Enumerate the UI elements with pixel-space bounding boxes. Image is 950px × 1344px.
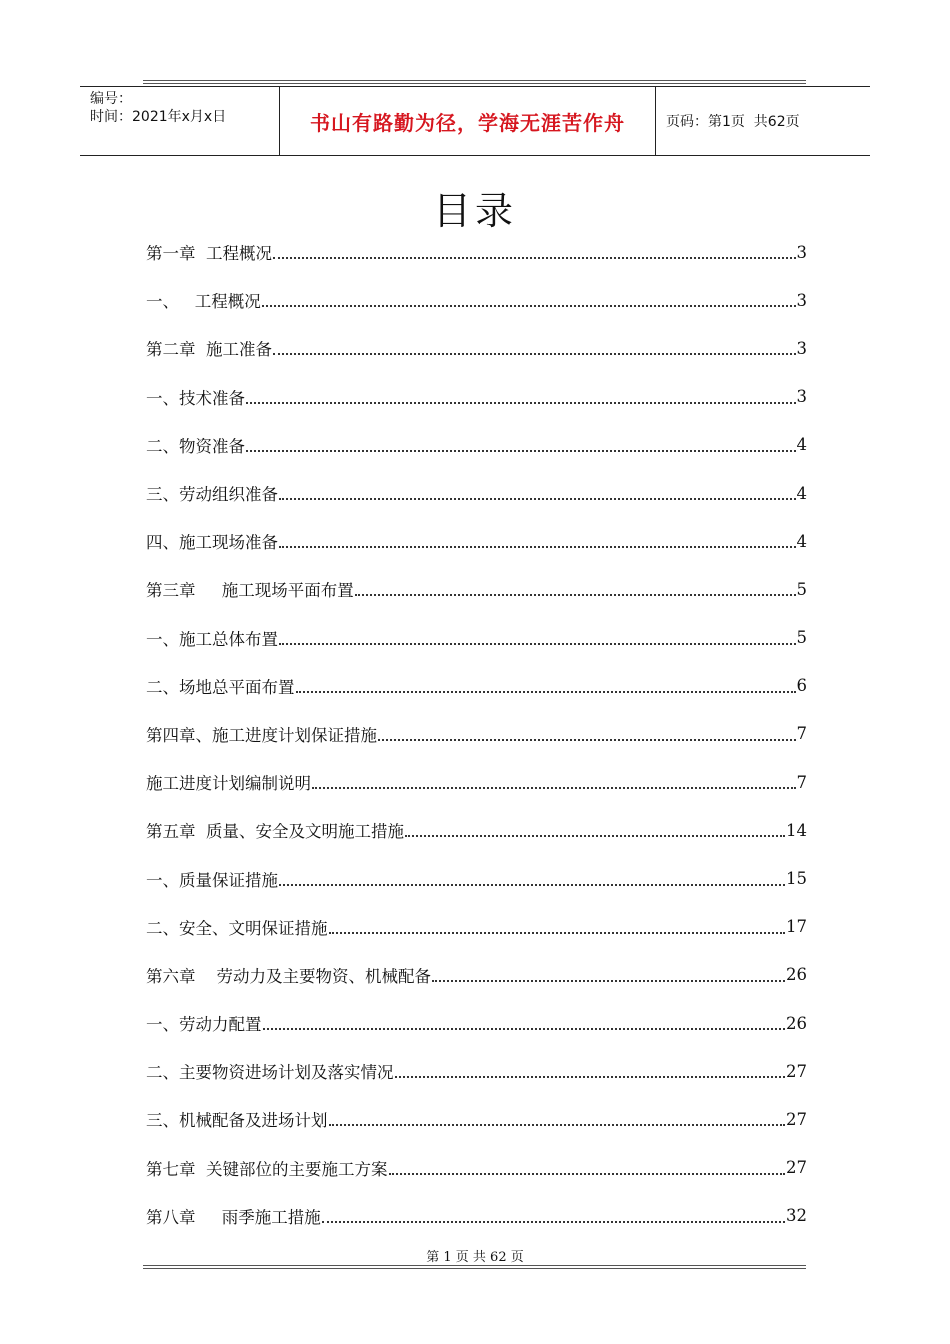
toc-dot-leader: [312, 787, 796, 789]
toc-dot-leader: [355, 594, 796, 596]
toc-entry-label: 第七章 关键部位的主要施工方案: [146, 1159, 388, 1179]
toc-entry-page: 7: [796, 724, 807, 744]
toc-entry[interactable]: [146, 758, 807, 806]
toc-dot-leader: [279, 884, 785, 886]
toc-entry[interactable]: [146, 517, 807, 565]
toc-dot-leader: [246, 402, 796, 404]
toc-entry-label: 一、质量保证措施: [146, 870, 278, 890]
toc-dot-leader: [432, 980, 785, 982]
toc-entry[interactable]: [146, 806, 807, 854]
toc-entry-page: 26: [786, 1013, 807, 1033]
toc-entry-label: 第二章 施工准备: [146, 340, 272, 360]
toc-entry[interactable]: [146, 276, 807, 324]
toc-dot-leader: [329, 932, 786, 934]
toc-entry[interactable]: [146, 373, 807, 421]
header-top-rule: [143, 80, 806, 81]
toc-entry[interactable]: [146, 421, 807, 469]
toc-dot-leader: [405, 835, 785, 837]
toc-entry[interactable]: [146, 710, 807, 758]
toc-entry[interactable]: [146, 662, 807, 710]
header-top-rule-inner: [143, 83, 806, 84]
toc-entry-label: 施工进度计划编制说明: [146, 774, 311, 794]
toc-entry-page: 14: [786, 820, 807, 840]
toc-entry-page: 3: [796, 242, 807, 262]
toc-entry[interactable]: [146, 1095, 807, 1143]
toc-entry-page: 4: [796, 531, 807, 551]
toc-entry[interactable]: [146, 1047, 807, 1095]
toc-entry[interactable]: [146, 999, 807, 1047]
toc-dot-leader: [279, 498, 796, 500]
header-page-info: [656, 87, 870, 155]
toc-entry-page: 27: [786, 1061, 807, 1081]
toc-entry-page: 3: [796, 290, 807, 310]
toc-entry-page: 3: [796, 387, 807, 407]
toc-entry-page: 27: [786, 1158, 807, 1178]
toc-entry[interactable]: [146, 324, 807, 372]
toc-entry-page: 5: [796, 579, 807, 599]
toc-entry-label: 二、场地总平面布置: [146, 677, 295, 697]
toc-entry-page: 17: [786, 917, 807, 937]
toc-dot-leader: [262, 305, 796, 307]
toc-entry-page: 5: [796, 628, 807, 648]
toc-entry-label: 一、劳动力配置: [146, 1015, 262, 1035]
toc-entry-label: 二、安全、文明保证措施: [146, 918, 328, 938]
toc-entry-label: 第三章 施工现场平面布置: [146, 581, 354, 601]
toc-entry[interactable]: [146, 1144, 807, 1192]
toc-entry-page: 6: [796, 676, 807, 696]
toc-entry-page: 26: [786, 965, 807, 985]
toc-entry[interactable]: [146, 1192, 807, 1240]
toc-entry-label: 三、机械配备及进场计划: [146, 1111, 328, 1131]
toc-dot-leader: [279, 546, 796, 548]
toc-dot-leader: [395, 1076, 786, 1078]
toc-entry-label: 二、物资准备: [146, 436, 245, 456]
toc-entry-label: 三、劳动组织准备: [146, 485, 278, 505]
toc-dot-leader: [378, 739, 796, 741]
toc-entry-page: 7: [796, 772, 807, 792]
toc-entry[interactable]: [146, 614, 807, 662]
toc-entry-page: 3: [796, 338, 807, 358]
document-number-label: 编号：: [90, 91, 132, 107]
toc-entry[interactable]: [146, 951, 807, 999]
toc-dot-leader: [296, 691, 796, 693]
toc-entry-label: 第八章 雨季施工措施: [146, 1207, 321, 1227]
toc-entry[interactable]: [146, 565, 807, 613]
table-of-contents: [146, 228, 807, 1240]
toc-entry-label: 一、技术准备: [146, 388, 245, 408]
toc-entry-label: 一、 工程概况: [146, 292, 261, 312]
toc-entry-label: 第一章 工程概况: [146, 244, 272, 264]
toc-entry-label: 二、主要物资进场计划及落实情况: [146, 1063, 394, 1083]
toc-entry-page: 32: [786, 1206, 807, 1226]
header-meta: [80, 87, 280, 155]
toc-dot-leader: [246, 450, 796, 452]
toc-dot-leader: [273, 353, 796, 355]
toc-entry-label: 第四章、施工进度计划保证措施: [146, 725, 377, 745]
header-page-info-text: 页码：第1页 共62页: [666, 114, 800, 130]
toc-dot-leader: [322, 1221, 785, 1223]
page-title: 目录: [432, 189, 517, 233]
toc-dot-leader: [263, 1028, 786, 1030]
toc-entry[interactable]: [146, 854, 807, 902]
toc-entry-page: 4: [796, 435, 807, 455]
toc-entry[interactable]: [146, 903, 807, 951]
toc-dot-leader: [329, 1124, 786, 1126]
toc-entry[interactable]: [146, 228, 807, 276]
toc-entry-label: 一、施工总体布置: [146, 629, 278, 649]
footer-rule: [143, 1265, 806, 1266]
toc-dot-leader: [389, 1173, 786, 1175]
toc-dot-leader: [279, 643, 796, 645]
header-motto: 书山有路勤为径，学海无涯苦作舟: [280, 87, 656, 155]
footer-rule-inner: [143, 1268, 806, 1269]
toc-entry-label: 第五章 质量、安全及文明施工措施: [146, 822, 404, 842]
toc-entry-page: 27: [786, 1109, 807, 1129]
toc-entry[interactable]: [146, 469, 807, 517]
toc-entry-page: 4: [796, 483, 807, 503]
document-time-label: 时间：2021年x月x日: [90, 109, 227, 125]
toc-entry-page: 15: [786, 869, 807, 889]
footer-page-number: 第 1 页 共 62 页: [426, 1250, 524, 1265]
page-header: [80, 86, 870, 156]
toc-entry-label: 四、施工现场准备: [146, 533, 278, 553]
toc-dot-leader: [273, 257, 796, 259]
toc-entry-label: 第六章 劳动力及主要物资、机械配备: [146, 966, 431, 986]
